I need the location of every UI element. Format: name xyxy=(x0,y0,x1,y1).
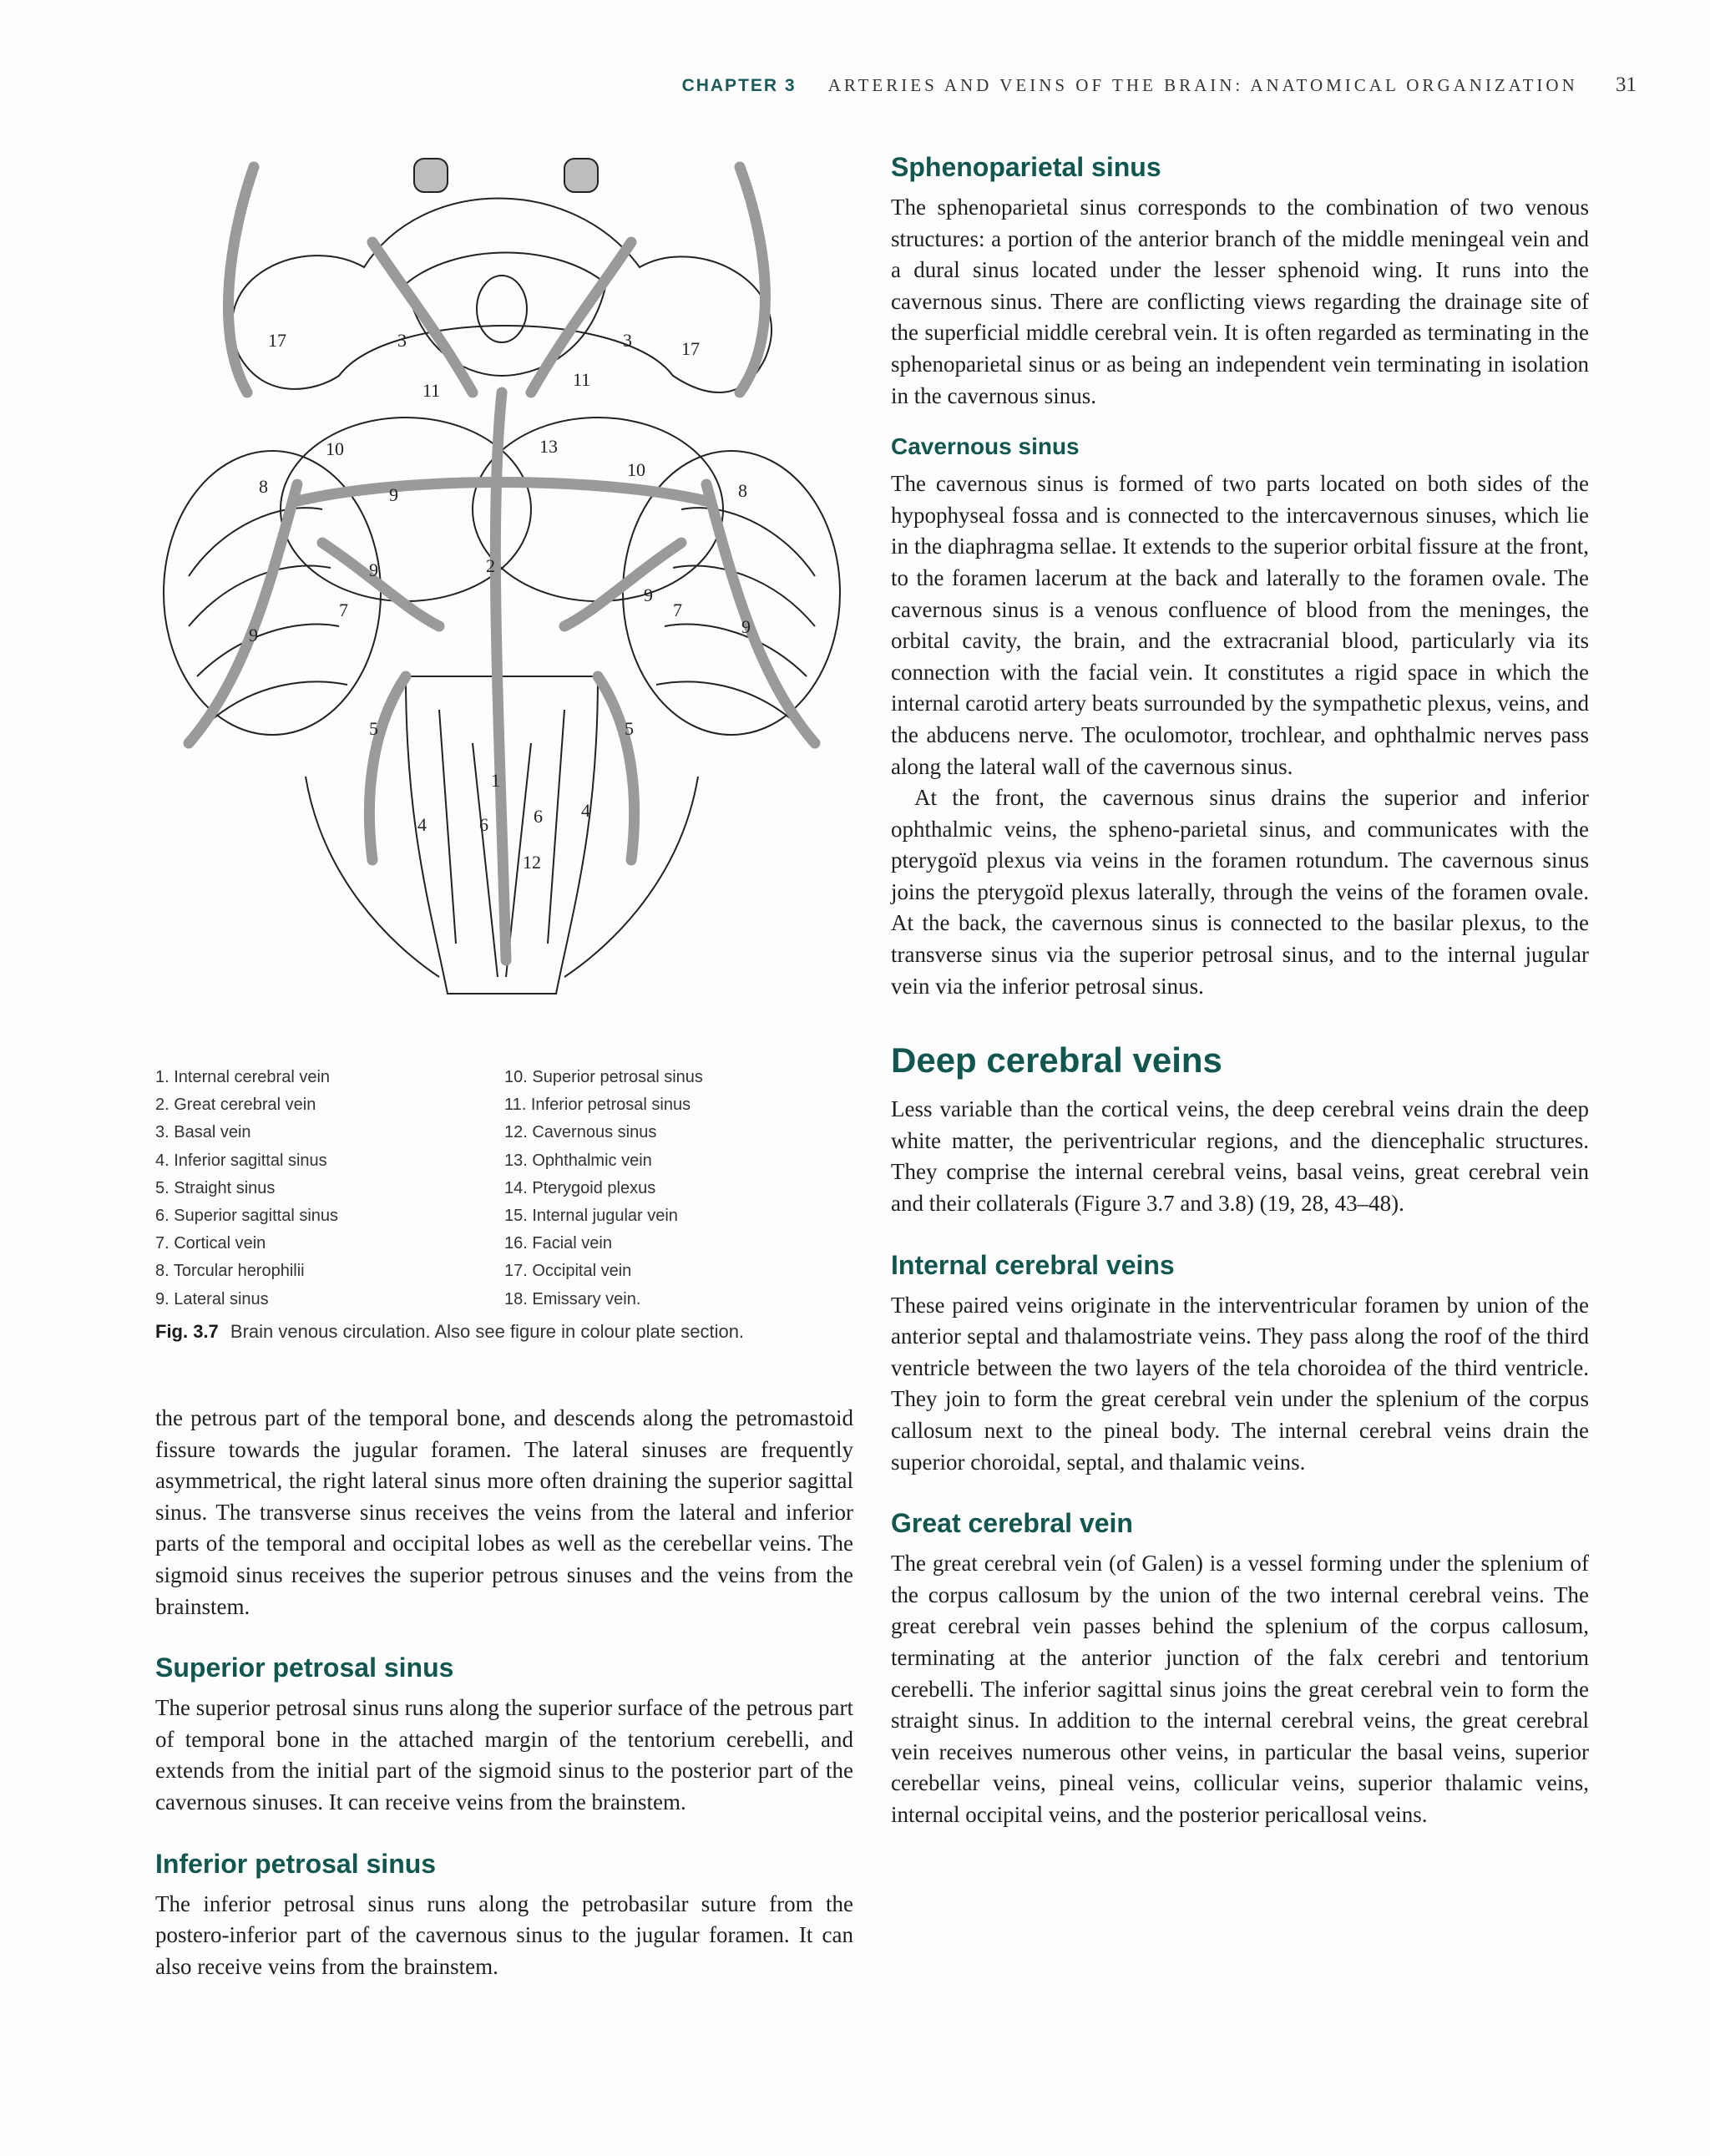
figure-caption xyxy=(155,1321,853,1343)
fig-label: 10 xyxy=(326,438,344,459)
fig-label: 3 xyxy=(397,330,407,351)
legend-item: 17. Occipital vein xyxy=(504,1262,632,1281)
fig-label: 11 xyxy=(422,380,441,401)
legend-item: 5. Straight sinus xyxy=(155,1178,276,1197)
heading-sphenoparietal: Sphenoparietal sinus xyxy=(891,152,1161,182)
right-column xyxy=(891,150,1589,1831)
fig-label: 9 xyxy=(644,585,653,605)
paragraph-great-cerebral-vein: The great cerebral vein (of Galen) is a vessel forming under the splenium of the corpus callosum by the union of the two internal cerebral veins. The great cerebral vein passes behind the splenium of the corpus callosum, terminating at the anterior junction of the falx cerebri and tentorium cerebelli. The inferior sagittal sinus joins the great cerebral vein to form the straight sinus. In addition to the internal cerebral veins, the great cerebral vein receives numerous other veins, in particular the basal veins, superior cerebellar veins, pineal veins, collicular veins, superior thalamic veins, internal occipital veins, and the posterior pericallosal veins. xyxy=(891,1551,1589,1827)
transverse-connection xyxy=(297,483,706,502)
legend-item: 7. Cortical vein xyxy=(155,1234,266,1253)
fig-label: 17 xyxy=(268,330,286,351)
fig-label: 13 xyxy=(539,436,558,457)
legend-column-right xyxy=(504,1064,703,1313)
legend-column-left xyxy=(155,1064,338,1313)
paragraph-superior-petrosal: The superior petrosal sinus runs along the superior surface of the petrous part of temporal bone in the attached margin of the tentorium cerebelli, and extends from the initial part of the sigmoid sinus to the posterior part of the cavernous sinuses. It can receive veins from the brainstem. xyxy=(155,1695,853,1814)
fig-label: 9 xyxy=(369,559,378,580)
legend-item: 14. Pterygoid plexus xyxy=(504,1178,656,1197)
left-sinus-stub xyxy=(414,159,448,192)
page-number: 31 xyxy=(1616,73,1637,96)
anatomical-illustration xyxy=(155,142,853,1044)
running-head xyxy=(660,73,1637,97)
paragraph-deep-cerebral-veins: Less variable than the cortical veins, the deep cerebral veins drain the deep white matter, the periventricular regions, and the diencephalic structures. They comprise the internal cerebral veins, basal veins, great cerebral vein and their collaterals (Figure 3.7 and 3.8) (19, 28, 43–48). xyxy=(891,1096,1589,1217)
fig-label: 4 xyxy=(417,814,427,835)
paragraph-sphenoparietal: The sphenoparietal sinus corresponds to the combination of two venous structures: a portion of the anterior branch of the middle meningeal vein and a dural sinus located under the lesser sphenoid wing. It runs into the cavernous sinus. There are conflicting views regarding the drainage site of the superficial middle cerebral vein. It is often regarded as terminating in the sphenoparietal sinus or as being an independent vein terminating in isolation in the cavernous sinus. xyxy=(891,195,1589,408)
legend-item: 4. Inferior sagittal sinus xyxy=(155,1151,327,1170)
legend-item: 16. Facial vein xyxy=(504,1234,612,1253)
fig-label: 7 xyxy=(673,600,682,620)
left-column xyxy=(155,1403,853,1982)
figure-number: Fig. 3.7 xyxy=(155,1321,219,1342)
heading-great-cerebral-vein: Great cerebral vein xyxy=(891,1508,1133,1539)
legend-item: 12. Cavernous sinus xyxy=(504,1123,657,1142)
fig-label: 12 xyxy=(523,852,541,873)
legend-item: 3. Basal vein xyxy=(155,1123,251,1142)
heading-cavernous: Cavernous sinus xyxy=(891,433,1080,460)
legend-item: 13. Ophthalmic vein xyxy=(504,1151,652,1170)
continuation-paragraph: the petrous part of the temporal bone, and descends along the petromastoid fissure towards the jugular foramen. The lateral sinuses are frequently asymmetrical, the right lateral sinus more often draining the superior sagittal sinus. The transverse sinus receives the veins from the lateral and inferior parts of the temporal and occipital lobes as well as the cerebellar veins. The sigmoid sinus receives the superior petrous sinuses and the veins from the brainstem. xyxy=(155,1405,853,1619)
right-occipital-vein xyxy=(740,167,765,392)
heading-inferior-petrosal: Inferior petrosal sinus xyxy=(155,1848,437,1879)
caption-text: Brain venous circulation. Also see figure in colour plate section. xyxy=(230,1321,745,1342)
fig-label: 8 xyxy=(259,476,268,497)
legend-item: 1. Internal cerebral vein xyxy=(155,1068,331,1086)
heading-deep-cerebral-veins: Deep cerebral veins xyxy=(891,1040,1222,1081)
paragraph-cavernous-2: At the front, the cavernous sinus drains the superior and inferior ophthalmic veins, the spheno-parietal sinus, and communicates with the pterygoïd plexus via veins in the foramen rotundum. The cavernous sinus joins the pterygoïd plexus laterally, through the veins of the foramen ovale. At the back, the cavernous sinus is connected to the basilar plexus, to the transverse sinus via the superior petrosal sinus, and to the internal jugular vein via the inferior petrosal sinus. xyxy=(891,785,1589,999)
paragraph-cavernous-1: The cavernous sinus is formed of two parts located on both sides of the hypophyseal fossa and is connected to the intercavernous sinuses, which lie in the diaphragma sellae. It extends to the superior orbital fissure at the front, to the foramen lacerum at the back and laterally to the foramen ovale. The cavernous sinus is a venous confluence of blood from the meninges, the orbital cavity, the brain, and the extracranial blood, particularly via its connection with the facial vein. It constitutes a rigid space in which the internal carotid artery beats surrounded by the sympathetic plexus, veins, and the abducens nerve. The oculomotor, trochlear, and ophthalmic nerves pass along the lateral wall of the cavernous sinus. xyxy=(891,471,1589,779)
legend-item: 10. Superior petrosal sinus xyxy=(504,1068,703,1086)
heading-superior-petrosal: Superior petrosal sinus xyxy=(155,1652,454,1683)
pineal xyxy=(477,276,527,342)
chapter-title: ARTERIES AND VEINS OF THE BRAIN: ANATOMICAL ORGANIZATION xyxy=(827,75,1578,95)
fig-label: 10 xyxy=(627,459,645,480)
chapter-label: CHAPTER 3 xyxy=(681,76,797,95)
fig-label: 5 xyxy=(625,718,634,739)
figure-brain-venous-circulation xyxy=(155,142,853,1044)
legend-item: 18. Emissary vein. xyxy=(504,1289,641,1308)
occipital-outline xyxy=(232,199,772,393)
paragraph-internal-cerebral-veins: These paired veins originate in the interventricular foramen by union of the anterior septal and thalamostriate veins. They pass along the roof of the third ventricle between the two layers of the tela choroidea of the third ventricle. They join to form the great cerebral vein under the splenium of the corpus callosum next to the pineal body. The internal cerebral veins drain the superior choroidal, septal, and thalamic veins. xyxy=(891,1292,1589,1475)
legend-item: 11. Inferior petrosal sinus xyxy=(504,1096,691,1115)
petrosal-left xyxy=(369,676,406,860)
heading-internal-cerebral-veins: Internal cerebral veins xyxy=(891,1249,1175,1280)
paragraph-inferior-petrosal: The inferior petrosal sinus runs along the petrobasilar suture from the postero-inferior part of the cavernous sinus to the jugular foramen. It can also receive veins from the brainstem. xyxy=(155,1890,853,1979)
fig-label: 9 xyxy=(249,625,258,645)
basal-vein-left xyxy=(372,242,473,392)
fig-label: 9 xyxy=(389,484,398,505)
fig-label: 1 xyxy=(491,770,500,791)
fig-label: 6 xyxy=(479,814,488,835)
fig-label: 17 xyxy=(681,338,700,359)
legend-item: 15. Internal jugular vein xyxy=(504,1206,678,1225)
fig-label: 4 xyxy=(581,800,590,821)
right-sinus-stub xyxy=(564,159,598,192)
fig-label: 7 xyxy=(339,600,348,620)
legend-item: 8. Torcular herophilii xyxy=(155,1262,305,1281)
petrosal-right xyxy=(598,676,635,860)
fig-label: 5 xyxy=(369,718,378,739)
cortical-vein-right xyxy=(564,543,681,626)
fig-label: 2 xyxy=(486,555,495,576)
legend-item: 2. Great cerebral vein xyxy=(155,1096,316,1115)
fig-label: 9 xyxy=(741,616,751,637)
fig-label: 11 xyxy=(573,369,591,390)
legend-item: 6. Superior sagittal sinus xyxy=(155,1206,339,1225)
fig-label: 8 xyxy=(738,480,747,501)
legend-item: 9. Lateral sinus xyxy=(155,1289,269,1308)
fig-label: 3 xyxy=(623,330,632,351)
fig-label: 6 xyxy=(534,806,543,827)
